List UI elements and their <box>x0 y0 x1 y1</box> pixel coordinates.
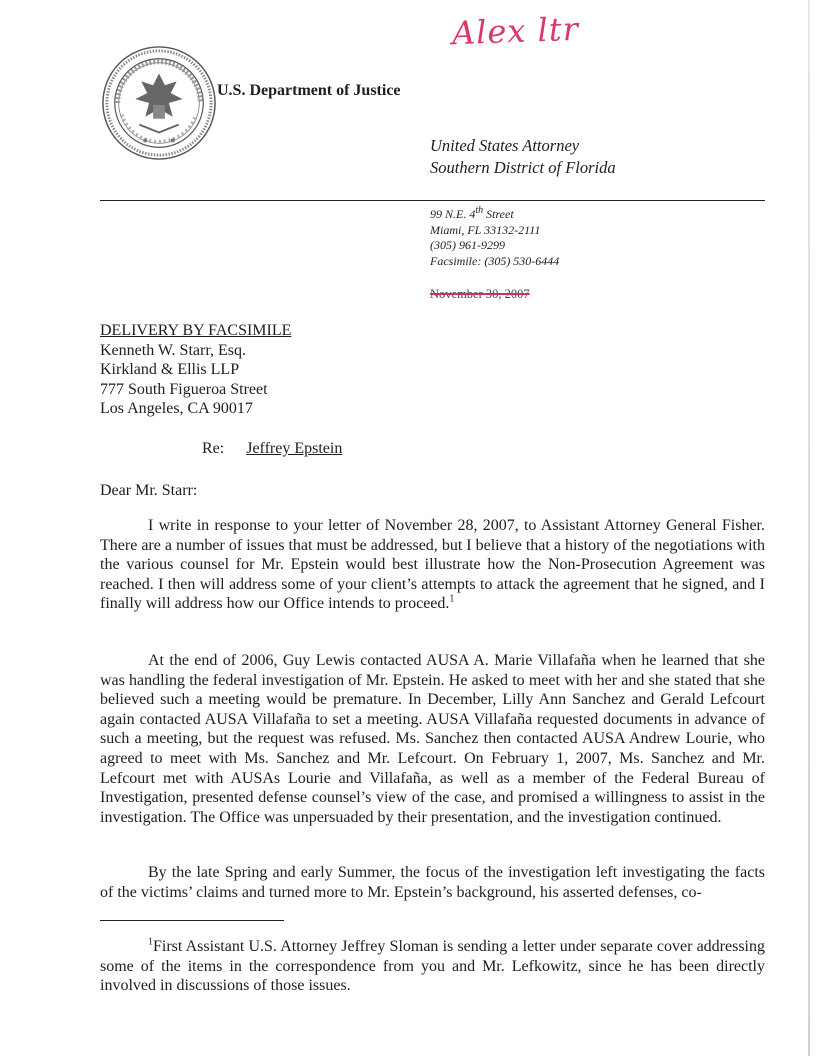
recipient-firm: Kirkland & Ellis LLP <box>100 361 240 378</box>
address-city: Miami, FL 33132-2111 <box>430 222 541 237</box>
department-name: U.S. Department of Justice <box>217 82 401 99</box>
letterhead-divider <box>100 200 765 201</box>
body-paragraph-2: At the end of 2006, Guy Lewis contacted AUSA A. Marie Villafaña when he learned that she was handling the federal investigation of Mr. Epstein. He asked to meet with her and she stated that she believed such a meeting would be premature. In December, Lilly Ann Sanchez and Gerald Lefcourt again contacted AUSA Villafaña to set a meeting. AUSA Villafaña requested documents in advance of such a meeting, but the request was refused. Ms. Sanchez then contacted AUSA Andrew Lourie, who agreed to meet with Ms. Sanchez and Mr. Lefcourt. On February 1, 2007, Ms. Sanchez and Mr. Lefcourt met with AUSAs Lourie and Villafaña, as well as a member of the Federal Bureau of Investigation, presented defense counsel’s view of the case, and promised a willingness to assist in the investigation. The Office was unpersuaded by their presentation, and the investigation continued. <box>100 652 765 826</box>
address-phone: (305) 961-9299 <box>430 238 505 252</box>
address-fax: Facsimile: (305) 530-6444 <box>430 253 560 268</box>
recipient-block <box>100 321 291 419</box>
footnote-divider <box>100 920 284 921</box>
letter-date <box>430 287 530 302</box>
footnote-ref: 1 <box>449 594 455 606</box>
subject-line <box>202 440 342 458</box>
address-street-sup: th <box>475 205 484 216</box>
recipient-city: Los Angeles, CA 90017 <box>100 400 253 417</box>
doj-seal-icon <box>100 44 218 162</box>
footnote <box>100 937 765 996</box>
footnote-marker: 1 <box>148 936 153 948</box>
subject-label: Re: <box>202 440 225 457</box>
subject-text: Jeffrey Epstein <box>246 440 343 457</box>
salutation: Dear Mr. Starr: <box>100 482 198 499</box>
page-edge-shadow <box>808 0 810 1056</box>
address-street: 99 N.E. 4th Street <box>430 205 514 221</box>
body-paragraph-1: I write in response to your letter of November 28, 2007, to Assistant Attorney General Fisher. There are a number of issues that must be addressed, but I believe that a history of the negotiations with the various counsel for Mr. Epstein would best illustrate how the Non-Prosecution Agreement was reached. I then will address some of your client’s attempts to attack the agreement that he signed, and I finally will address how our Office intends to proceed.$^1$ <box>100 517 765 613</box>
office-title <box>430 135 616 179</box>
handwritten-annotation: Alex ltr <box>451 9 580 53</box>
office-line-1: United States Attorney <box>430 136 580 155</box>
struck-date: November 30, 2007 <box>430 287 530 301</box>
office-line-2: Southern District of Florida <box>430 158 616 177</box>
footnote-text: First Assistant U.S. Attorney Jeffrey Sloman is sending a letter under separate cover addressing some of the items in the correspondence from you and Mr. Lefkowitz, since he has been directly involved in discussions of those issues. <box>100 938 765 995</box>
office-address <box>430 207 559 269</box>
body-paragraph-3: By the late Spring and early Summer, the focus of the investigation left investigating the facts of the victims’ claims and turned more to Mr. Epstein’s background, his asserted defenses, co- <box>100 864 765 901</box>
recipient-name: Kenneth W. Starr, Esq. <box>100 341 247 359</box>
delivery-method: DELIVERY BY FACSIMILE <box>100 322 292 339</box>
recipient-street: 777 South Figueroa Street <box>100 380 268 398</box>
